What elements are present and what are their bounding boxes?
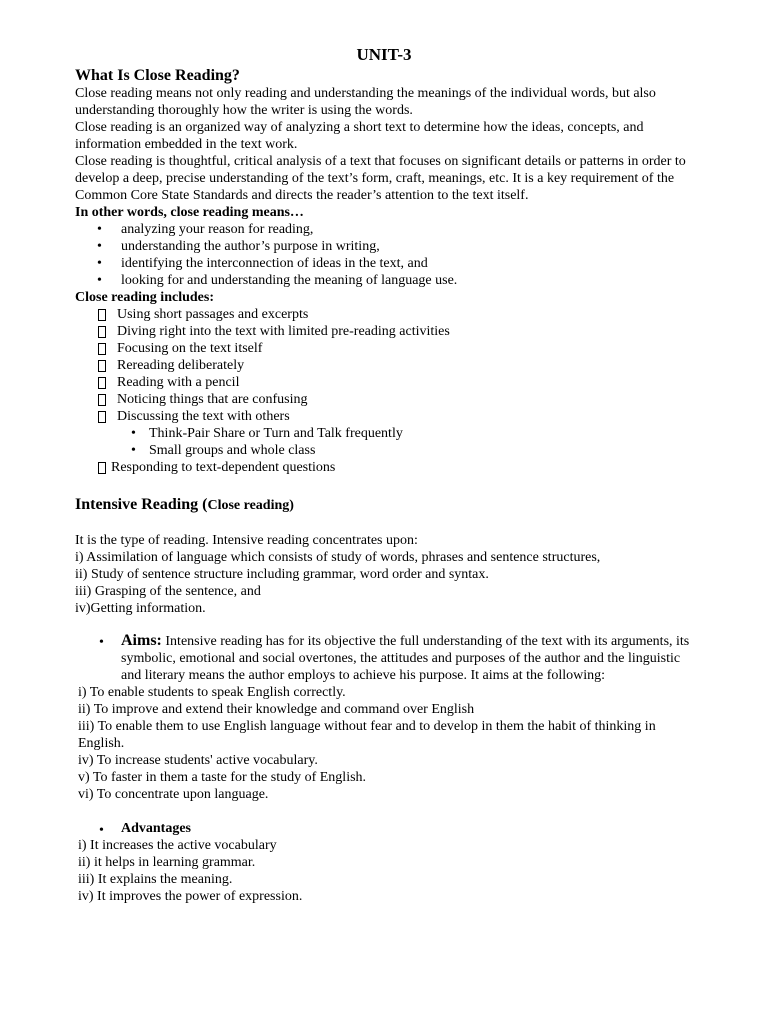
close-reading-heading: What Is Close Reading? (75, 67, 240, 84)
intensive-reading-heading (75, 495, 695, 514)
list-item-text: Responding to text-dependent questions (111, 460, 336, 475)
means-heading: In other words, close reading means… (75, 205, 304, 220)
intensive-point: ii) Study of sentence structure including grammar, word order and syntax. (75, 567, 489, 582)
box-bullet-icon (98, 309, 106, 321)
list-item (75, 221, 695, 238)
list-item (75, 459, 695, 476)
intensive-point: iii) Grasping of the sentence, and (75, 584, 261, 599)
bullet-icon: • (97, 256, 102, 271)
list-item: iv) To increase students' active vocabulary. (78, 753, 318, 768)
list-item (75, 374, 695, 391)
list-item-text: Diving right into the text with limited pre-reading activities (117, 324, 450, 339)
box-bullet-icon (98, 462, 106, 474)
bullet-icon: • (97, 273, 102, 288)
box-bullet-icon (98, 411, 106, 423)
advantages-label: Advantages (121, 821, 192, 836)
bullet-icon: • (97, 239, 102, 254)
list-item-text: Rereading deliberately (117, 358, 245, 373)
means-list (75, 221, 695, 289)
list-item: ii) To improve and extend their knowledge and command over English (78, 702, 475, 717)
list-item-text: Focusing on the text itself (117, 341, 263, 356)
close-reading-paragraph: Close reading means not only reading and understanding the meanings of the individual words, but also understanding thoroughly how the writer is using the words. (75, 86, 656, 118)
intensive-point: i) Assimilation of language which consists of study of words, phrases and sentence structures, (75, 550, 601, 565)
list-item (75, 391, 695, 408)
advantages-heading (75, 820, 695, 837)
heading-main-text: Intensive Reading ( (75, 496, 208, 513)
heading-sub-text: Close reading) (207, 498, 294, 513)
intensive-point: iv)Getting information. (75, 601, 206, 616)
list-item (75, 306, 695, 323)
list-item (75, 340, 695, 357)
box-bullet-icon (98, 343, 106, 355)
list-item (75, 272, 695, 289)
aims-list (75, 684, 695, 803)
bullet-icon: • (131, 426, 136, 441)
unit-title: UNIT-3 (356, 45, 412, 64)
box-bullet-icon (98, 360, 106, 372)
intensive-intro: It is the type of reading. Intensive reading concentrates upon: (75, 533, 418, 548)
close-reading-paragraph: Close reading is thoughtful, critical analysis of a text that focuses on significant details or patterns in order to develop a deep, precise understanding of the text’s form, craft, meanings, etc. It is a key requirement of the Common Core State Standards and directs the reader’s attention to the text itself. (75, 154, 686, 203)
includes-list (75, 306, 695, 425)
discussion-sublist (75, 425, 695, 459)
list-item-text: Using short passages and excerpts (117, 307, 309, 322)
list-item: vi) To concentrate upon language. (78, 787, 269, 802)
spacer (75, 514, 695, 532)
spacer (75, 803, 695, 820)
list-item: v) To faster in them a taste for the study of English. (78, 770, 367, 785)
close-reading-section (75, 66, 695, 476)
bullet-icon: • (99, 635, 104, 650)
list-item (75, 323, 695, 340)
list-item (75, 425, 695, 442)
list-item-text: Small groups and whole class (149, 443, 316, 458)
spacer (75, 617, 695, 632)
close-reading-paragraph: Close reading is an organized way of analyzing a short text to determine how the ideas, concepts, and information embedded in the text work. (75, 120, 644, 152)
includes-heading: Close reading includes: (75, 290, 214, 305)
aims-paragraph (75, 632, 695, 684)
bullet-icon: • (97, 222, 102, 237)
list-item-text: identifying the interconnection of ideas in the text, and (121, 256, 428, 271)
box-bullet-icon (98, 394, 106, 406)
list-item-text: Noticing things that are confusing (117, 392, 308, 407)
list-item (75, 238, 695, 255)
intensive-reading-section (75, 495, 695, 905)
list-item-text: Think-Pair Share or Turn and Talk frequently (149, 426, 403, 441)
list-item: i) To enable students to speak English correctly. (78, 685, 346, 700)
list-item: iii) To enable them to use English language without fear and to develop in them the habit of thinking in English. (78, 719, 656, 751)
list-item (75, 442, 695, 459)
list-item-text: analyzing your reason for reading, (121, 222, 314, 237)
list-item-text: looking for and understanding the meaning of language use. (121, 273, 458, 288)
aims-text: Intensive reading has for its objective the full understanding of the text with its arguments, its symbolic, emotional and social overtones, the attitudes and purposes of the author and the linguistic and literary means the author employs to achieve his purpose. It aims at the following: (121, 634, 690, 683)
aims-label: Aims: (121, 632, 162, 649)
advantages-list (75, 837, 695, 905)
list-item (75, 255, 695, 272)
box-bullet-icon (98, 377, 106, 389)
list-item-text: Reading with a pencil (117, 375, 240, 390)
bullet-icon: • (99, 823, 104, 838)
list-item: ii) it helps in learning grammar. (78, 855, 256, 870)
list-item (75, 357, 695, 374)
list-item: iv) It improves the power of expression. (78, 889, 303, 904)
list-item: iii) It explains the meaning. (78, 872, 233, 887)
list-item: i) It increases the active vocabulary (78, 838, 277, 853)
list-item (75, 408, 695, 425)
list-item-text: Discussing the text with others (117, 409, 290, 424)
bullet-icon: • (131, 443, 136, 458)
list-item-text: understanding the author’s purpose in writing, (121, 239, 380, 254)
box-bullet-icon (98, 326, 106, 338)
